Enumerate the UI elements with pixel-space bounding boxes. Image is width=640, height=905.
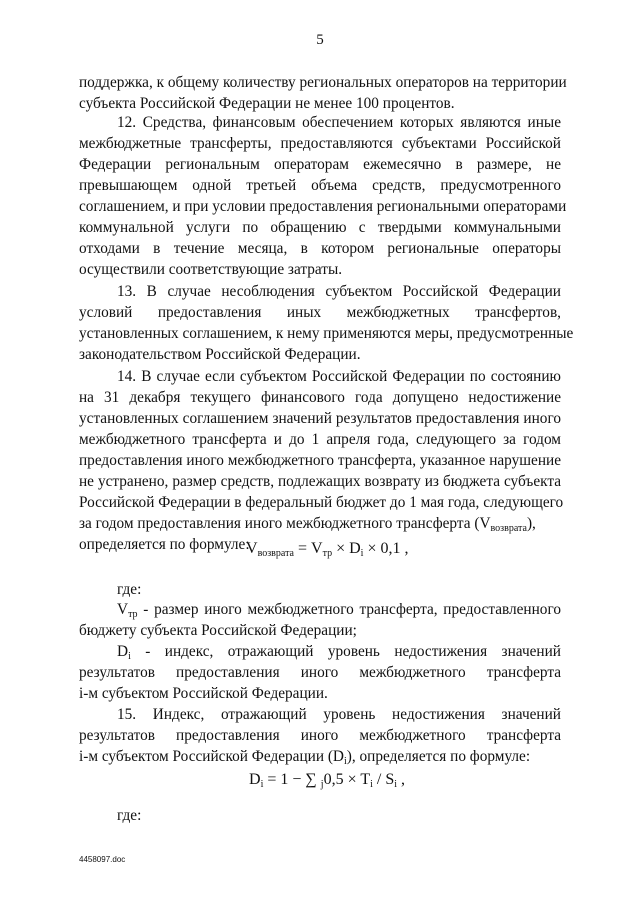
text-line: установленных соглашением значений результатов предоставления иного xyxy=(79,410,561,427)
formula-di xyxy=(249,771,405,789)
text-line: установленных соглашением, к нему применяются меры, предусмотренные xyxy=(79,325,574,342)
where-label: где: xyxy=(117,581,142,598)
where-label: где: xyxy=(117,807,142,824)
page-number: 5 xyxy=(316,32,324,48)
subscript: возврата xyxy=(257,548,294,559)
formula-v-vozvrata xyxy=(246,540,408,558)
formula-symbol: V xyxy=(246,540,258,557)
text-line-with-symbol xyxy=(79,747,561,766)
text-line: результатов предоставления иного межбюджетного трансферта xyxy=(79,727,561,744)
text-line: на 31 декабря текущего финансового года допущено недостижение xyxy=(79,389,561,406)
subscript: i xyxy=(394,779,397,790)
text-line: i-м субъектом Российской Федерации. xyxy=(79,685,328,702)
definition-di xyxy=(117,642,561,661)
subscript: i xyxy=(260,779,264,790)
subscript: i xyxy=(360,548,364,559)
text-line: бюджету субъекта Российской Федерации; xyxy=(79,622,357,639)
text-line: определяется по формуле: xyxy=(79,536,250,553)
text-line: результатов предоставления иного межбюджетного трансферта xyxy=(79,664,561,681)
text-line: не устранено, размер средств, подлежащих возврату из бюджета субъекта xyxy=(79,473,561,490)
text-fragment: - индекс, отражающий уровень недостижения значений xyxy=(130,643,561,660)
text-line: коммунальной услуги по обращению с твердыми коммунальными xyxy=(79,219,561,236)
text-fragment: i-м субъектом Российской Федерации (D xyxy=(79,748,344,765)
text-line: Российской Федерации в федеральный бюджет до 1 мая года, следующего xyxy=(79,494,564,511)
footer-filename: 4458097.doc xyxy=(79,855,126,864)
text-line: условий предоставления иных межбюджетных трансфертов, xyxy=(79,304,561,321)
formula-symbol: D xyxy=(249,771,261,788)
formula-symbol: V xyxy=(117,601,129,618)
text-line: превышающем одной третьей объема средств, предусмотренного xyxy=(79,177,561,194)
subscript: тр xyxy=(128,609,138,620)
paragraph-13-start: 13. В случае несоблюдения субъектом Российской Федерации xyxy=(117,283,561,300)
formula-symbol: × 0,1 , xyxy=(363,540,409,557)
formula-symbol: D xyxy=(117,643,129,660)
subscript: тр xyxy=(322,548,333,559)
text-line: поддержка, к общему количеству региональных операторов на территории xyxy=(79,74,567,91)
text-line: соглашением, и при условии предоставления региональными операторами xyxy=(79,198,567,215)
text-line: предоставления иного межбюджетного трансферта, указанное нарушение xyxy=(79,452,561,469)
text-line: межбюджетного трансферта и до 1 апреля года, следующего за годом xyxy=(79,431,561,448)
text-line: субъекта Российской Федерации не менее 100 процентов. xyxy=(79,95,455,112)
subscript: возврата xyxy=(490,523,527,534)
text-fragment: - размер иного межбюджетного трансферта, предоставленного xyxy=(137,601,561,618)
formula-symbol: 0,5 × T xyxy=(323,771,371,788)
paragraph-14-start: 14. В случае если субъектом Российской Федерации по состоянию xyxy=(117,368,561,385)
paragraph-15-start: 15. Индекс, отражающий уровень недостижения значений xyxy=(117,706,561,723)
text-fragment: ), определяется по формуле: xyxy=(346,748,531,765)
formula-symbol: = V xyxy=(294,540,323,557)
text-line-with-symbol xyxy=(79,514,561,533)
text-line: осуществили соответствующие затраты. xyxy=(79,261,343,278)
formula-symbol: , xyxy=(397,771,405,788)
formula-symbol: = 1 − ∑ xyxy=(263,771,321,788)
formula-symbol: × D xyxy=(332,540,361,557)
subscript: i xyxy=(128,651,131,662)
subscript: i xyxy=(370,779,373,790)
text-fragment: за годом предоставления иного межбюджетного трансферта (V xyxy=(79,515,491,532)
paragraph-12-start: 12. Средства, финансовым обеспечением которых являются иные xyxy=(117,114,561,131)
text-fragment: ), xyxy=(526,515,536,532)
formula-symbol: / S xyxy=(372,771,395,788)
text-line: отходами в течение месяца, в котором региональные операторы xyxy=(79,240,561,257)
subscript: j xyxy=(320,779,324,790)
definition-vtr xyxy=(117,600,561,619)
text-line: межбюджетные трансферты, предоставляются субъектами Российской xyxy=(79,135,561,152)
subscript: i xyxy=(343,756,347,767)
text-line: законодательством Российской Федерации. xyxy=(79,346,361,363)
text-line: Федерации региональным операторам ежемесячно в размере, не xyxy=(79,156,561,173)
